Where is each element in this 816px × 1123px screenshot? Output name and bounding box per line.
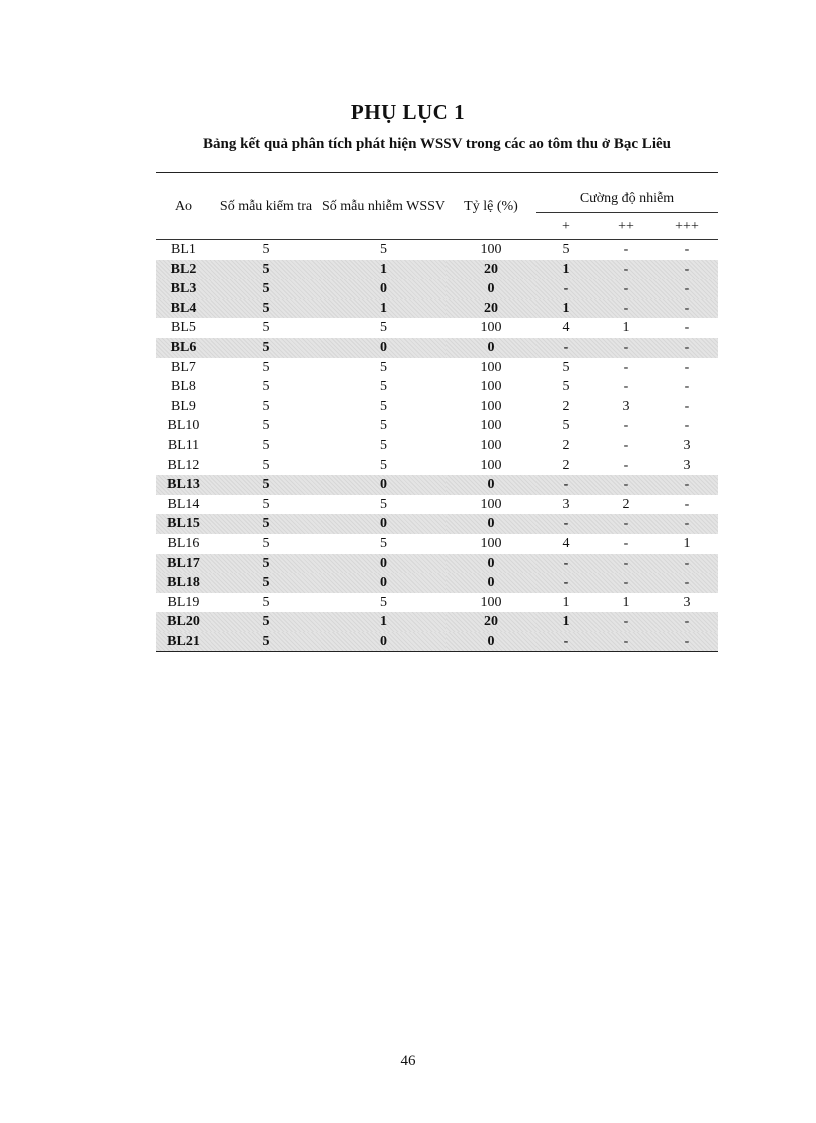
cell-samples-tested: 5 xyxy=(211,260,321,280)
cell-samples-tested: 5 xyxy=(211,475,321,495)
cell-plus-2: - xyxy=(596,475,656,495)
cell-samples-tested: 5 xyxy=(211,632,321,652)
table-row xyxy=(156,593,718,613)
cell-plus-2: - xyxy=(596,612,656,632)
cell-rate: 100 xyxy=(480,457,502,473)
cell-rate: 100 xyxy=(480,437,502,453)
cell-plus-2: - xyxy=(596,299,656,319)
table-row xyxy=(156,514,718,534)
cell-plus-3: - xyxy=(656,260,718,280)
cell-plus-3: - xyxy=(656,299,718,319)
cell-plus-2: 2 xyxy=(622,496,630,512)
cell-plus-1: - xyxy=(536,279,596,299)
cell-plus-1: 5 xyxy=(562,242,570,257)
cell-plus-1: - xyxy=(536,632,596,652)
cell-ao: BL20 xyxy=(156,612,211,632)
cell-rate: 0 xyxy=(446,514,536,534)
appendix-title: PHỤ LỤC 1 xyxy=(350,100,466,124)
cell-plus-1: 4 xyxy=(562,535,570,551)
cell-samples-infected: 0 xyxy=(321,573,446,593)
cell-ao: BL4 xyxy=(156,299,211,319)
table-row xyxy=(156,318,718,338)
cell-samples-infected: 0 xyxy=(321,279,446,299)
cell-plus-1: - xyxy=(536,514,596,534)
cell-plus-1: 2 xyxy=(562,398,570,414)
cell-rate: 20 xyxy=(446,260,536,280)
cell-ao: BL21 xyxy=(156,632,211,652)
cell-samples-infected: 0 xyxy=(321,475,446,495)
cell-rate: 100 xyxy=(480,359,502,375)
cell-ao: BL8 xyxy=(171,379,196,395)
cell-plus-3: - xyxy=(684,379,690,395)
cell-rate: 100 xyxy=(480,535,502,551)
table-row xyxy=(156,554,718,574)
cell-samples-infected: 5 xyxy=(380,496,387,512)
table-row xyxy=(156,534,718,554)
cell-rate: 0 xyxy=(446,279,536,299)
cell-plus-1: 5 xyxy=(562,359,570,375)
cell-rate: 0 xyxy=(446,573,536,593)
cell-samples-infected: 5 xyxy=(380,379,387,395)
cell-plus-1: - xyxy=(536,573,596,593)
cell-samples-tested: 5 xyxy=(211,612,321,632)
cell-samples-infected: 1 xyxy=(321,612,446,632)
cell-ao: BL19 xyxy=(167,594,200,610)
cell-samples-tested: 5 xyxy=(211,514,321,534)
cell-rate: 100 xyxy=(480,594,502,610)
header-infection-strength: Cường độ nhiễm xyxy=(536,173,718,213)
cell-samples-tested: 5 xyxy=(262,437,270,453)
cell-plus-1: 5 xyxy=(562,418,570,434)
table-row xyxy=(156,416,718,436)
cell-plus-1: 1 xyxy=(562,594,570,610)
cell-samples-tested: 5 xyxy=(211,299,321,319)
cell-plus-1: 2 xyxy=(562,437,570,453)
table-row xyxy=(156,358,718,378)
cell-plus-3: - xyxy=(684,398,690,414)
cell-samples-tested: 5 xyxy=(262,594,270,610)
cell-plus-1: 1 xyxy=(536,299,596,319)
cell-ao: BL13 xyxy=(156,475,211,495)
cell-samples-infected: 0 xyxy=(321,632,446,652)
cell-plus-3: - xyxy=(684,359,690,375)
cell-plus-1: 3 xyxy=(562,496,570,512)
cell-samples-infected: 1 xyxy=(321,260,446,280)
cell-plus-1: 4 xyxy=(562,320,570,336)
cell-ao: BL3 xyxy=(156,279,211,299)
cell-samples-infected: 5 xyxy=(380,418,387,434)
table-row xyxy=(156,573,718,593)
table-row xyxy=(156,397,718,417)
cell-samples-tested: 5 xyxy=(262,418,270,434)
wssv-results-table xyxy=(156,173,718,651)
cell-plus-1: 1 xyxy=(536,612,596,632)
cell-samples-tested: 5 xyxy=(262,457,270,473)
header-plus-1: + xyxy=(562,218,570,234)
cell-plus-2: - xyxy=(596,260,656,280)
cell-ao: BL14 xyxy=(167,496,200,512)
header-samples-infected: Số mẫu nhiễm WSSV xyxy=(321,198,446,214)
cell-rate: 20 xyxy=(446,612,536,632)
cell-ao: BL11 xyxy=(167,437,200,453)
cell-rate: 20 xyxy=(446,299,536,319)
cell-plus-3: - xyxy=(656,279,718,299)
cell-plus-3: - xyxy=(656,632,718,652)
header-samples-tested: Số mẫu kiểm tra xyxy=(219,198,313,214)
cell-plus-2: - xyxy=(623,437,629,453)
cell-plus-2: - xyxy=(623,535,629,551)
cell-samples-infected: 5 xyxy=(380,457,387,473)
cell-rate: 0 xyxy=(446,338,536,358)
header-rate: Tỷ lệ (%) xyxy=(464,198,518,214)
cell-ao: BL15 xyxy=(156,514,211,534)
cell-plus-3: - xyxy=(656,514,718,534)
cell-ao: BL6 xyxy=(156,338,211,358)
results-table-container xyxy=(156,172,718,652)
cell-ao: BL2 xyxy=(156,260,211,280)
cell-plus-1: - xyxy=(536,554,596,574)
cell-plus-3: 1 xyxy=(683,535,691,551)
cell-plus-2: - xyxy=(623,379,629,395)
cell-plus-1: - xyxy=(536,475,596,495)
cell-samples-infected: 5 xyxy=(380,320,387,336)
cell-samples-tested: 5 xyxy=(211,338,321,358)
cell-plus-2: - xyxy=(596,338,656,358)
cell-plus-3: 3 xyxy=(683,457,691,473)
cell-rate: 100 xyxy=(480,398,502,414)
cell-ao: BL17 xyxy=(156,554,211,574)
cell-plus-2: 1 xyxy=(622,594,630,610)
cell-plus-3: - xyxy=(656,612,718,632)
cell-plus-1: 5 xyxy=(562,379,570,395)
table-row xyxy=(156,612,718,632)
cell-samples-infected: 0 xyxy=(321,554,446,574)
cell-plus-3: - xyxy=(684,320,690,336)
cell-samples-infected: 5 xyxy=(380,359,387,375)
cell-plus-3: - xyxy=(684,418,690,434)
cell-samples-tested: 5 xyxy=(262,242,270,257)
table-caption: Bảng kết quả phân tích phát hiện WSSV trong các ao tôm thu ở Bạc Liêu xyxy=(203,136,671,152)
cell-ao: BL18 xyxy=(156,573,211,593)
table-row xyxy=(156,260,718,280)
cell-rate: 100 xyxy=(480,379,502,395)
cell-plus-2: - xyxy=(623,418,629,434)
cell-ao: BL12 xyxy=(167,457,200,473)
cell-samples-tested: 5 xyxy=(211,573,321,593)
cell-plus-1: - xyxy=(536,338,596,358)
table-header xyxy=(156,173,718,240)
cell-plus-3: 3 xyxy=(683,437,691,453)
cell-samples-tested: 5 xyxy=(262,359,270,375)
cell-samples-infected: 1 xyxy=(321,299,446,319)
cell-rate: 100 xyxy=(480,320,502,336)
cell-rate: 100 xyxy=(480,418,502,434)
cell-samples-infected: 5 xyxy=(380,242,387,257)
cell-plus-2: - xyxy=(623,457,629,473)
cell-samples-infected: 5 xyxy=(380,594,387,610)
cell-plus-2: - xyxy=(623,242,629,257)
cell-rate: 0 xyxy=(446,475,536,495)
cell-ao: BL1 xyxy=(171,242,196,257)
table-row xyxy=(156,632,718,652)
cell-ao: BL9 xyxy=(171,398,196,414)
cell-samples-infected: 0 xyxy=(321,338,446,358)
table-row xyxy=(156,475,718,495)
cell-plus-3: - xyxy=(684,496,690,512)
table-row xyxy=(156,495,718,515)
table-row xyxy=(156,279,718,299)
table-row xyxy=(156,338,718,358)
header-plus-3: +++ xyxy=(675,218,699,234)
cell-samples-tested: 5 xyxy=(211,279,321,299)
cell-rate: 100 xyxy=(480,496,502,512)
cell-samples-tested: 5 xyxy=(262,496,270,512)
cell-rate: 0 xyxy=(446,554,536,574)
cell-plus-3: - xyxy=(656,554,718,574)
cell-ao: BL5 xyxy=(171,320,196,336)
cell-plus-1: 2 xyxy=(562,457,570,473)
cell-samples-tested: 5 xyxy=(262,398,270,414)
cell-rate: 0 xyxy=(446,632,536,652)
table-row xyxy=(156,456,718,476)
header-ao: Ao xyxy=(174,198,193,214)
table-row xyxy=(156,377,718,397)
cell-plus-3: - xyxy=(656,338,718,358)
cell-samples-tested: 5 xyxy=(262,379,270,395)
cell-samples-tested: 5 xyxy=(262,535,270,551)
cell-plus-3: - xyxy=(684,242,690,257)
cell-plus-3: - xyxy=(656,475,718,495)
cell-plus-2: - xyxy=(596,573,656,593)
cell-samples-infected: 5 xyxy=(380,437,387,453)
cell-plus-2: - xyxy=(596,554,656,574)
cell-samples-infected: 5 xyxy=(380,398,387,414)
cell-plus-2: 3 xyxy=(622,398,630,414)
table-body xyxy=(156,240,718,652)
cell-plus-2: - xyxy=(596,632,656,652)
cell-plus-3: - xyxy=(656,573,718,593)
cell-samples-tested: 5 xyxy=(211,554,321,574)
cell-plus-2: - xyxy=(623,359,629,375)
cell-plus-2: - xyxy=(596,279,656,299)
cell-samples-tested: 5 xyxy=(262,320,270,336)
cell-ao: BL10 xyxy=(167,418,200,434)
page-number: 46 xyxy=(400,1053,416,1069)
cell-plus-1: 1 xyxy=(536,260,596,280)
cell-samples-infected: 0 xyxy=(321,514,446,534)
table-row xyxy=(156,436,718,456)
cell-rate: 100 xyxy=(480,242,502,257)
cell-ao: BL7 xyxy=(171,359,196,375)
cell-ao: BL16 xyxy=(167,535,200,551)
cell-plus-2: - xyxy=(596,514,656,534)
table-row xyxy=(156,299,718,319)
cell-plus-3: 3 xyxy=(683,594,691,610)
header-plus-2: ++ xyxy=(618,218,634,234)
table-row xyxy=(156,240,718,260)
cell-samples-infected: 5 xyxy=(380,535,387,551)
cell-plus-2: 1 xyxy=(622,320,630,336)
